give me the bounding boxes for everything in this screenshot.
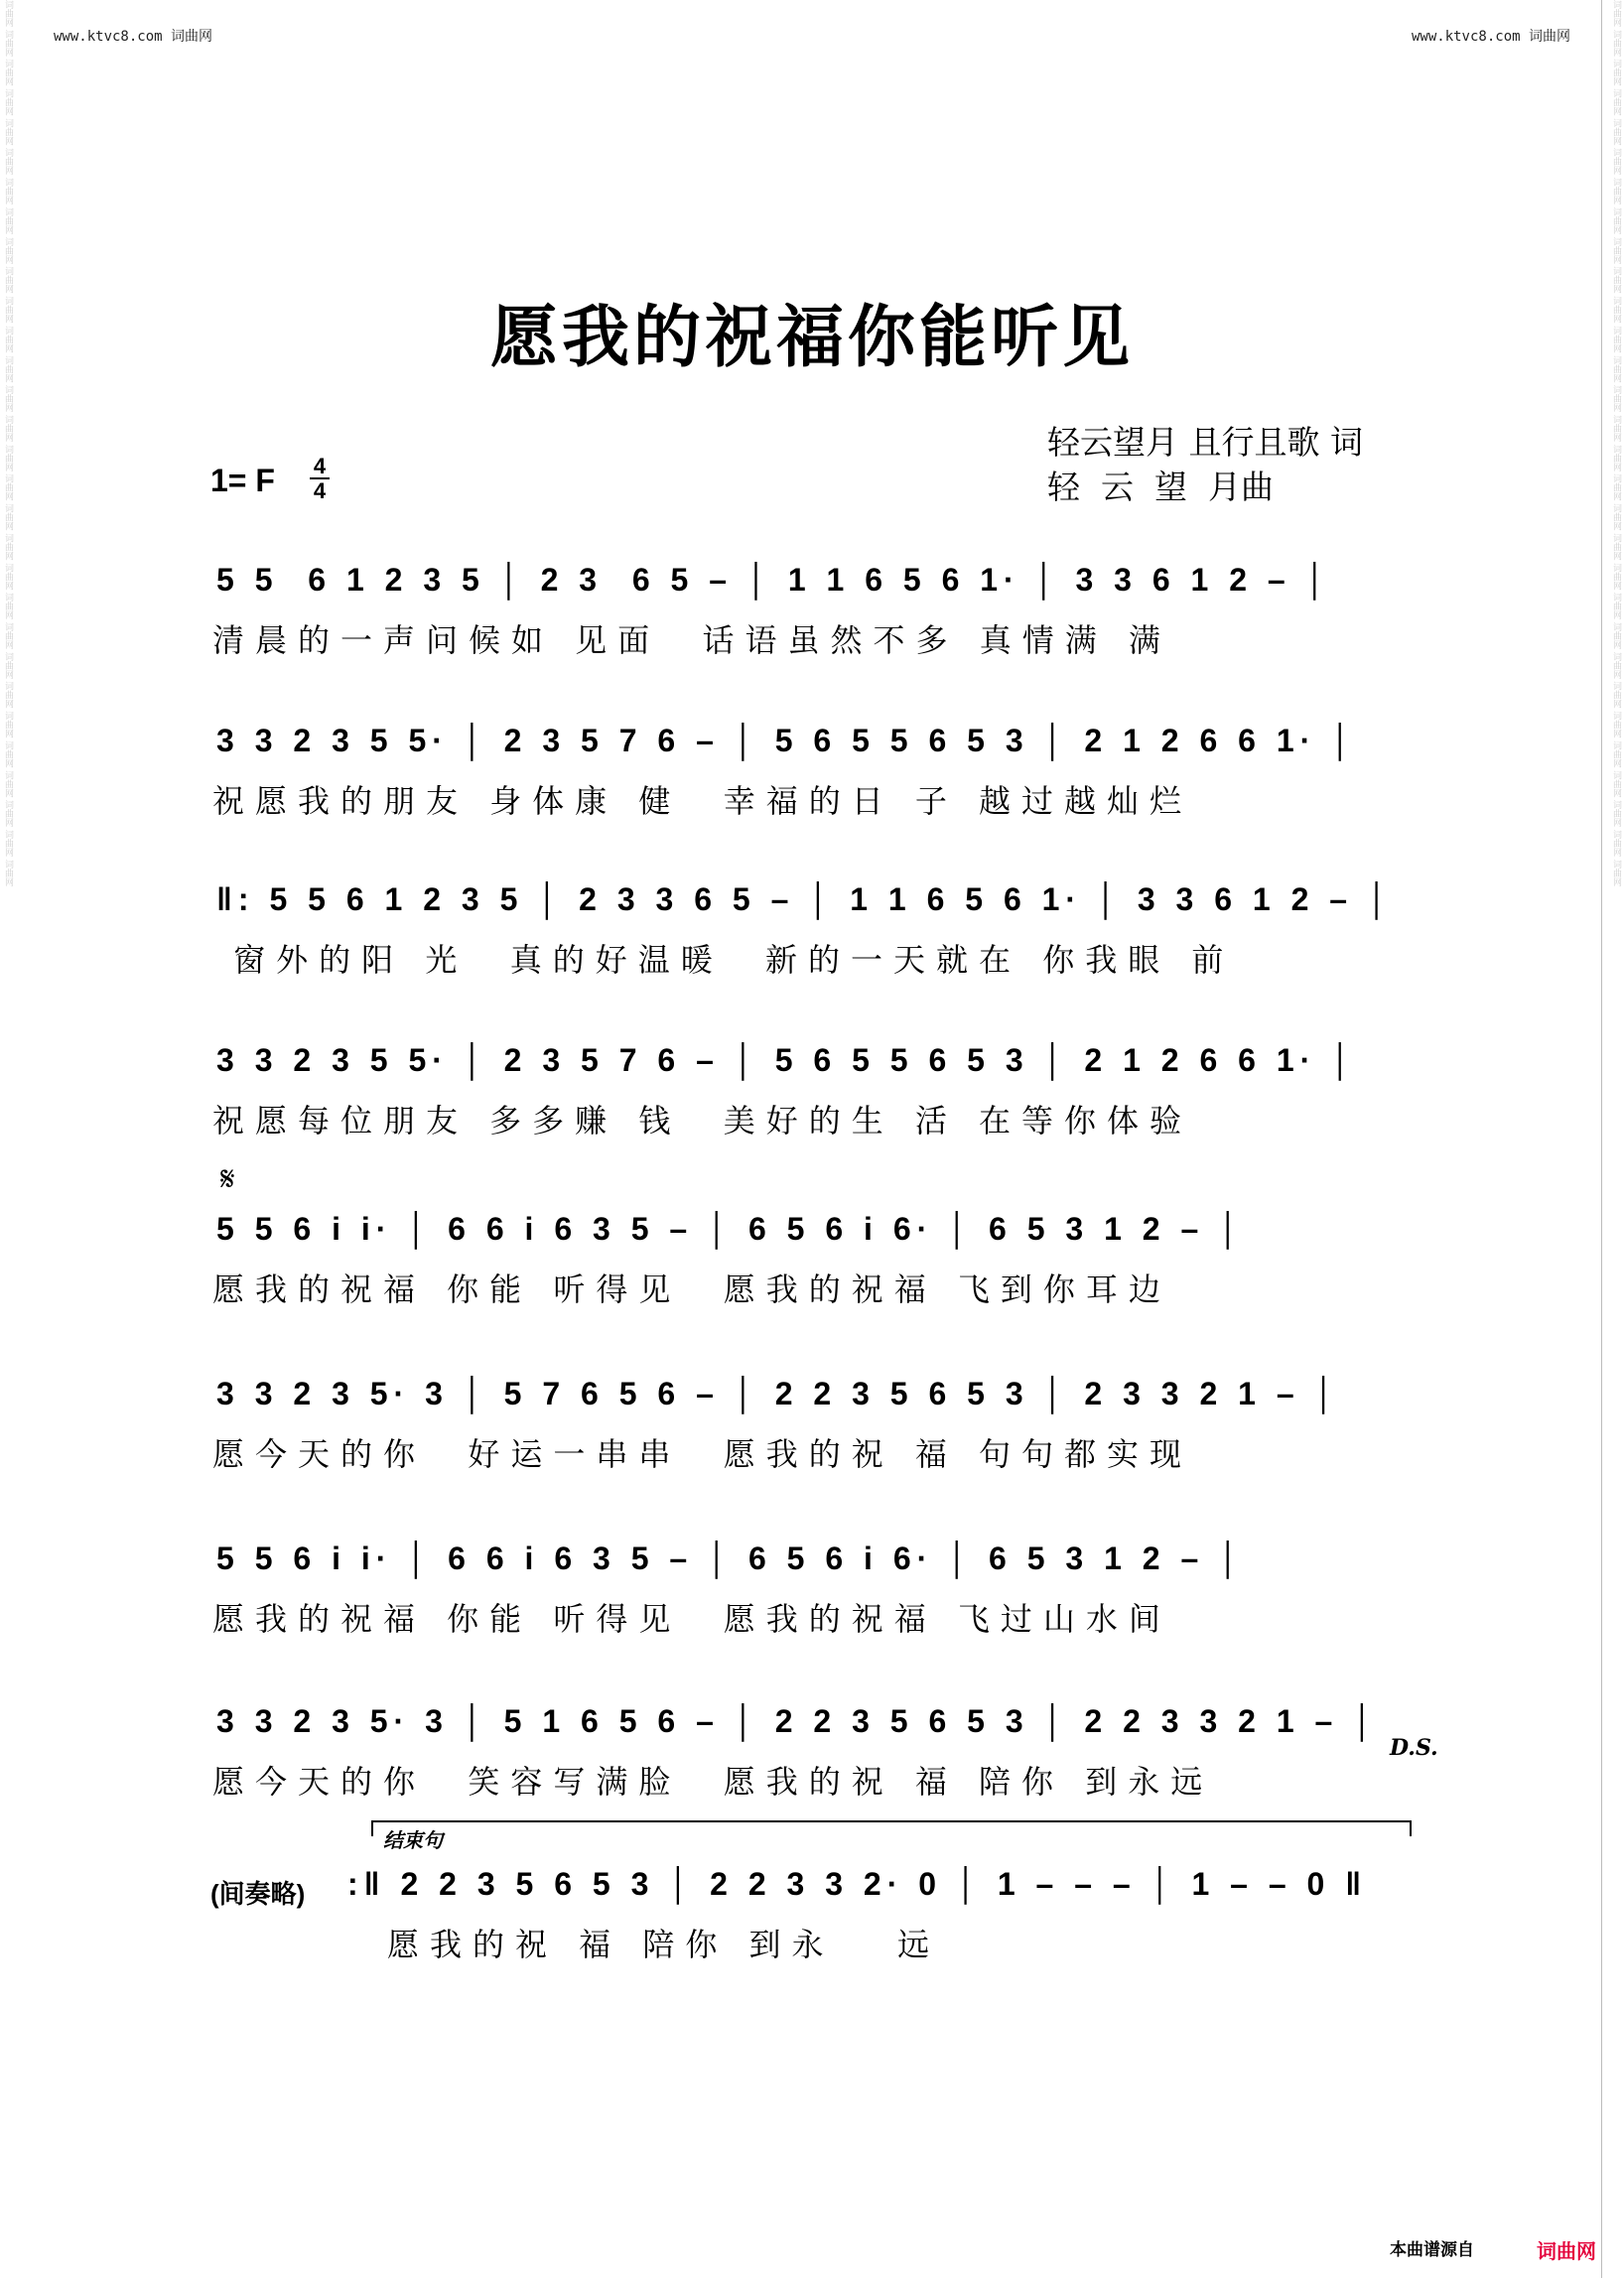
- lyric-line: 愿我的祝福 你能 听得见 愿我的祝福 飞过山水间: [212, 1600, 1171, 1638]
- ending-bracket: [371, 1820, 1412, 1836]
- lyric-line: 愿今天的你 好运一串串 愿我的祝 福 句句都实现: [212, 1435, 1193, 1473]
- site-header-right: www.ktvc8.com 词曲网: [1411, 29, 1570, 45]
- notation-line: 3 3 2 3 5· 3 │ 5 7 6 5 6 – │ 2 2 3 5 6 5 3 │ 2 3 3 2 1 – │: [216, 1376, 1341, 1411]
- lyric-line: 清晨的一声问候如 见面 话语虽然不多 真情满 满: [212, 621, 1171, 659]
- lyric-line: 祝愿我的朋友 身体康 健 幸福的日 子 越过越灿烂: [212, 782, 1193, 820]
- segno-sign: 𝄋: [220, 1159, 235, 1199]
- time-signature-bottom: 4: [313, 478, 327, 503]
- time-signature: [310, 455, 330, 502]
- key-signature: 1= F: [210, 463, 275, 498]
- notation-line: :‖ 2 2 3 5 6 5 3 │ 2 2 3 3 2· 0 │ 1 – – – │ 1 – – 0 ‖: [347, 1866, 1368, 1902]
- lyric-line: 祝愿每位朋友 多多赚 钱 美好的生 活 在等你体验: [212, 1102, 1193, 1139]
- notation-line: 5 5 6 1 2 3 5 │ 2 3 6 5 – │ 1 1 6 5 6 1· │ 3 3 6 1 2 – │: [216, 562, 1332, 598]
- song-title: 愿我的祝福你能听见: [489, 298, 1134, 377]
- composer-credit: 轻 云 望 月曲: [1047, 468, 1274, 506]
- footer-site-logo[interactable]: 词曲网: [1537, 2239, 1596, 2263]
- ds-mark: D.S.: [1390, 1735, 1438, 1761]
- side-watermark-left: 词曲网 词曲网 词曲网 词曲网 词曲网 词曲网 词曲网 词曲网 词曲网 词曲网 词曲网 词曲网 词曲网 词曲网 词曲网 词曲网 词曲网 词曲网 词曲网 词曲网 词曲网 词曲网 词曲网 词曲网 词曲网 词曲网 词曲网 词曲网 词曲网 词曲网: [3, 0, 13, 886]
- notation-line: 3 3 2 3 5 5· │ 2 3 5 7 6 – │ 5 6 5 5 6 5 3 │ 2 1 2 6 6 1· │: [216, 1042, 1358, 1078]
- lyricist-credit: 轻云望月 且行且歌 词: [1047, 423, 1363, 462]
- footer-source-label: 本曲谱源自: [1390, 2240, 1474, 2260]
- notation-line: 5 5 6 i i· │ 6 6 i 6 3 5 – │ 6 5 6 i 6· │ 6 5 3 1 2 – │: [216, 1211, 1246, 1247]
- notation-line: ‖: 5 5 6 1 2 3 5 │ 2 3 3 6 5 – │ 1 1 6 5 6 1· │ 3 3 6 1 2 – │: [216, 881, 1394, 917]
- lyric-line: 愿我的祝福 你能 听得见 愿我的祝福 飞到你耳边: [212, 1271, 1171, 1308]
- lyric-line: 愿今天的你 笑容写满脸 愿我的祝 福 陪你 到永远: [212, 1763, 1214, 1801]
- time-signature-top: 4: [313, 454, 327, 478]
- side-watermark-right: 词曲网 词曲网 词曲网 词曲网 词曲网 词曲网 词曲网 词曲网 词曲网 词曲网 词曲网 词曲网 词曲网 词曲网 词曲网 词曲网 词曲网 词曲网 词曲网 词曲网 词曲网 词曲网 词曲网 词曲网 词曲网 词曲网 词曲网 词曲网 词曲网 词曲网: [1611, 0, 1621, 886]
- lyric-line: 愿我的祝 福 陪你 到永 远: [387, 1926, 941, 1963]
- notation-line: 3 3 2 3 5· 3 │ 5 1 6 5 6 – │ 2 2 3 5 6 5 3 │ 2 2 3 3 2 1 – │: [216, 1703, 1380, 1739]
- notation-line: 3 3 2 3 5 5· │ 2 3 5 7 6 – │ 5 6 5 5 6 5 3 │ 2 1 2 6 6 1· │: [216, 723, 1358, 758]
- lyric-line: 窗外的阳 光 真的好温暖 新的一天就在 你我眼 前: [212, 941, 1235, 979]
- ending-label: 结束句: [383, 1828, 443, 1852]
- interlude-note: (间奏略): [210, 1879, 306, 1909]
- site-header-left: www.ktvc8.com 词曲网: [54, 29, 213, 45]
- notation-line: 5 5 6 i i· │ 6 6 i 6 3 5 – │ 6 5 6 i 6· │ 6 5 3 1 2 – │: [216, 1541, 1246, 1576]
